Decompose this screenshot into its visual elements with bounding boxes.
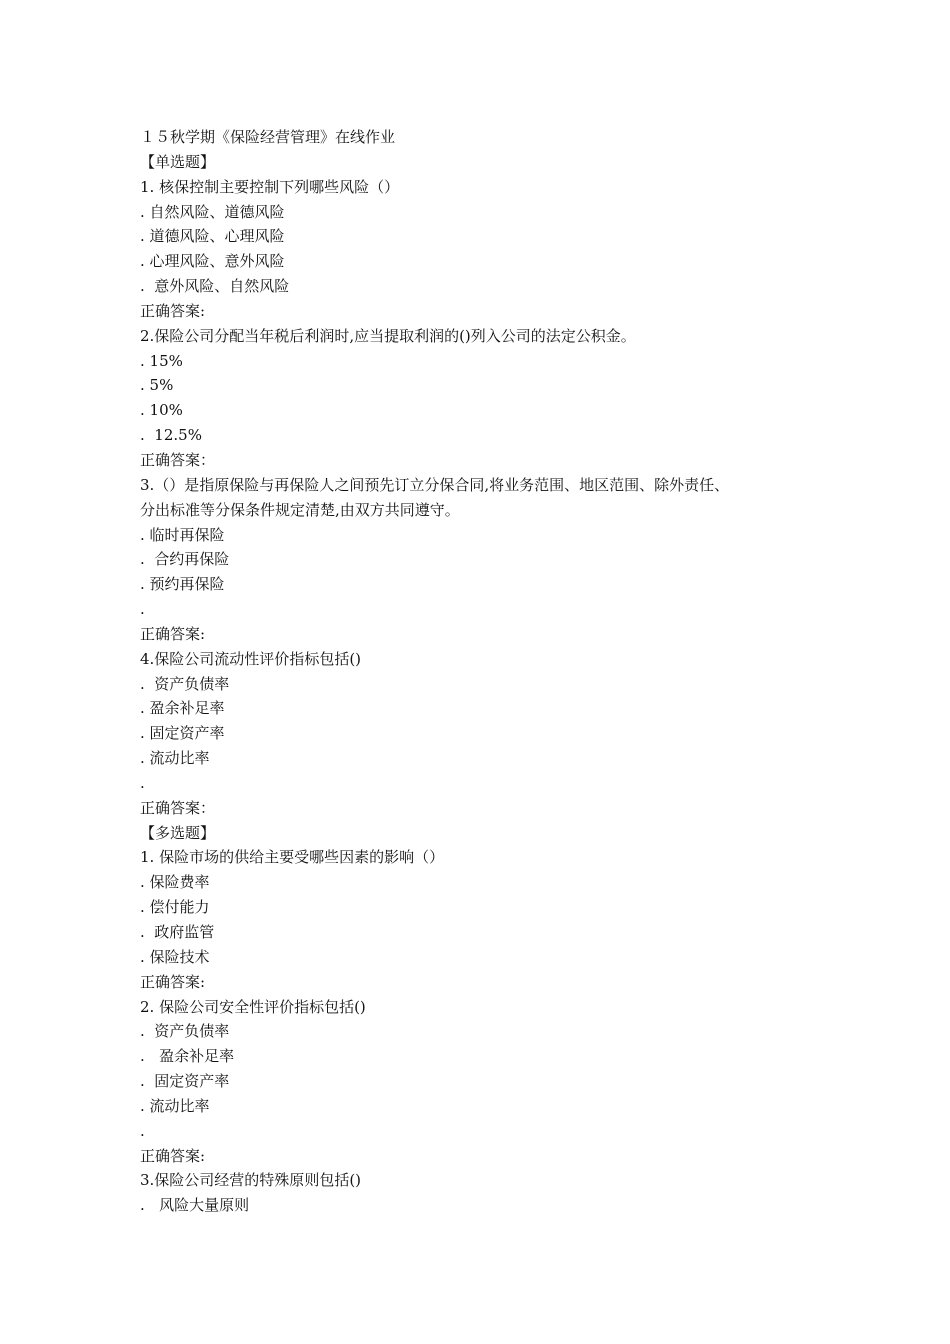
answer-option: . 盈余补足率: [140, 1047, 235, 1066]
question-text: 3.保险公司经营的特殊原则包括(): [140, 1171, 362, 1190]
section-heading-single-choice: 【单选题】: [140, 152, 216, 171]
answer-option: . 15%: [140, 351, 183, 370]
answer-option: . 流动比率: [140, 749, 210, 768]
answer-option: . 12.5%: [140, 426, 202, 445]
question-text: 1. 保险市场的供给主要受哪些因素的影响（）: [140, 848, 445, 867]
answer-option: . 意外风险、自然风险: [140, 277, 290, 296]
question-text: 3.（）是指原保险与再保险人之间预先订立分保合同,将业务范围、地区范围、除外责任、: [140, 475, 730, 494]
answer-option: . 资产负债率: [140, 674, 230, 693]
correct-answer-label: 正确答案:: [140, 972, 206, 991]
answer-option: . 风险大量原则: [140, 1196, 250, 1215]
answer-option: . 临时再保险: [140, 525, 225, 544]
answer-option: .: [140, 1121, 145, 1140]
answer-option: . 保险费率: [140, 873, 210, 892]
answer-option: . 道德风险、心理风险: [140, 227, 285, 246]
question-text: 1. 核保控制主要控制下列哪些风险（）: [140, 177, 400, 196]
question-text: 2.保险公司分配当年税后利润时,应当提取利润的()列入公司的法定公积金。: [140, 326, 636, 345]
section-heading-multi-choice: 【多选题】: [140, 823, 216, 842]
answer-option: . 盈余补足率: [140, 699, 225, 718]
answer-option: . 固定资产率: [140, 724, 225, 743]
answer-option: .: [140, 600, 145, 619]
answer-option: .: [140, 773, 145, 792]
answer-option: . 保险技术: [140, 947, 210, 966]
correct-answer-label: 正确答案：: [140, 798, 216, 817]
correct-answer-label: 正确答案：: [140, 450, 216, 469]
correct-answer-label: 正确答案:: [140, 624, 206, 643]
answer-option: . 政府监管: [140, 923, 215, 941]
correct-answer-label: 正确答案:: [140, 301, 206, 320]
answer-option: . 合约再保险: [140, 550, 230, 569]
question-text: 2. 保险公司安全性评价指标包括(): [140, 997, 366, 1016]
answer-option: . 偿付能力: [140, 898, 210, 917]
answer-option: . 自然风险、道德风险: [140, 202, 285, 221]
document-title: １５秋学期《保险经营管理》在线作业: [140, 128, 396, 146]
answer-option: . 心理风险、意外风险: [140, 252, 285, 271]
question-text-continued: 分出标准等分保条件规定清楚,由双方共同遵守。: [140, 500, 460, 519]
answer-option: . 10%: [140, 401, 183, 420]
document-body: [140, 125, 840, 1218]
answer-option: . 固定资产率: [140, 1072, 230, 1091]
correct-answer-label: 正确答案:: [140, 1146, 206, 1165]
answer-option: . 资产负债率: [140, 1022, 230, 1041]
answer-option: . 预约再保险: [140, 575, 225, 594]
question-text: 4.保险公司流动性评价指标包括(): [140, 649, 362, 668]
answer-option: . 5%: [140, 376, 174, 395]
answer-option: . 流动比率: [140, 1096, 210, 1115]
